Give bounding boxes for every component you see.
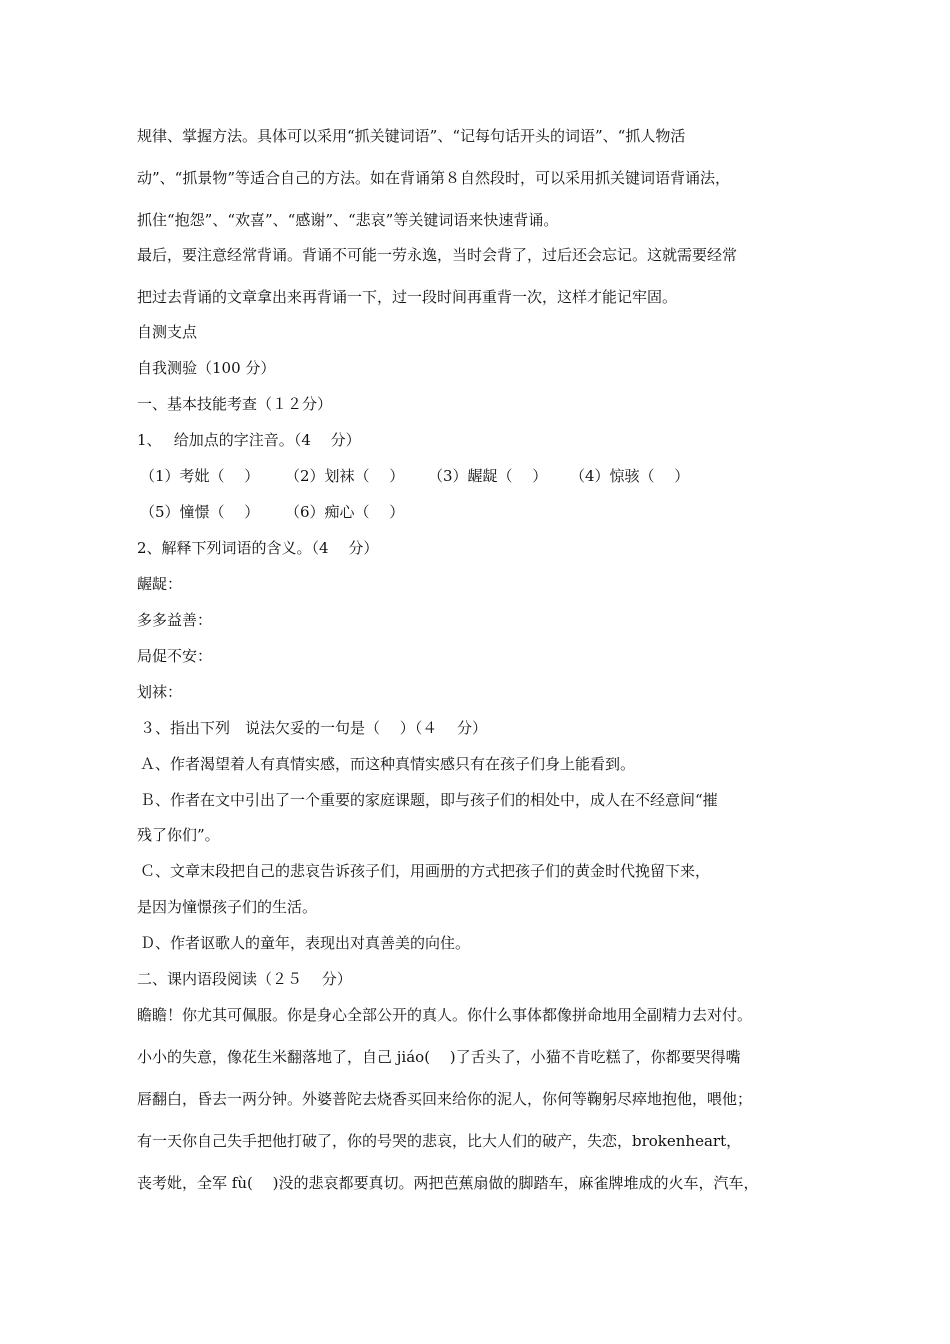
pinyin-item: （6）痴心（ ） [285, 503, 405, 521]
method-paragraph-line-3: 抓住“抱怨”、“欢喜”、“感谢”、“悲哀”等关键词语来快速背诵。 [137, 211, 559, 229]
option-d: Ｄ、作者讴歌人的童年，表现出对真善美的向住。 [140, 934, 471, 952]
pinyin-item: （2）划袜（ ） [285, 467, 405, 485]
question-1-row-1 [140, 466, 689, 486]
question-1-prompt: 1、 给加点的字注音。（4 分） [137, 431, 361, 449]
reading-line-5: 丧考妣，全军 fù( )没的悲哀都要真切。两把芭蕉扇做的脚踏车，麻雀牌堆成的火车，汽车， [137, 1174, 759, 1192]
option-a: Ａ、作者渴望着人有真情实感，而这种真情实感只有在孩子们身上能看到。 [140, 755, 636, 773]
question-2-prompt: 2、解释下列词语的含义。（4 分） [137, 539, 379, 557]
finally-paragraph-line-1: 最后，要注意经常背诵。背诵不可能一劳永逸，当时会背了，过后还会忘记。这就需要经常 [137, 246, 738, 264]
term-item: 局促不安： [137, 647, 213, 665]
method-paragraph-line-2: 动”、“抓景物”等适合自己的方法。如在背诵第８自然段时，可以采用抓关键词语背诵法， [137, 169, 731, 187]
option-c-line-1: Ｃ、文章末段把自己的悲哀告诉孩子们，用画册的方式把孩子们的黄金时代挽留下来， [140, 862, 711, 880]
pinyin-item: （5）憧憬（ ） [140, 503, 260, 521]
pinyin-item: （1）考妣（ ） [140, 467, 260, 485]
finally-paragraph-line-2: 把过去背诵的文章拿出来再背诵一下，过一段时间再重背一次，这样才能记牢固。 [137, 288, 678, 306]
pinyin-item: （3）龌龊（ ） [428, 467, 548, 485]
reading-line-1: 瞻瞻！你尤其可佩服。你是身心全部公开的真人。你什么事体都像拼命地用全副精力去对付。 [137, 1006, 753, 1024]
question-1-row-2 [140, 502, 404, 522]
pinyin-item: （4）惊骇（ ） [570, 467, 690, 485]
question-3-prompt: ３、指出下列 说法欠妥的一句是（ ）（４ 分） [140, 719, 488, 737]
self-test-point-heading: 自测支点 [137, 323, 198, 341]
reading-line-2: 小小的失意，像花生米翻落地了，自己 jiáo( )了舌头了，小猫不肯吃糕了，你都要哭得嘴 [137, 1048, 741, 1066]
option-b-line-2: 残了你们”。 [137, 826, 220, 844]
self-test-heading: 自我测验（100 分） [137, 359, 276, 377]
term-item: 龌龊： [137, 575, 183, 593]
option-b-line-1: Ｂ、作者在文中引出了一个重要的家庭课题，即与孩子们的相处中，成人在不经意间“摧 [140, 791, 718, 809]
part-one-heading: 一、基本技能考查（１２分） [137, 395, 333, 413]
reading-line-3: 唇翻白，昏去一两分钟。外婆普陀去烧香买回来给你的泥人，你何等鞠躬尽瘁地抱他，喂他； [137, 1090, 753, 1108]
term-item: 多多益善： [137, 611, 213, 629]
option-c-line-2: 是因为憧憬孩子们的生活。 [137, 898, 318, 916]
reading-line-4: 有一天你自己失手把他打破了，你的号哭的悲哀，比大人们的破产，失恋，brokenheart， [137, 1132, 742, 1150]
method-paragraph-line-1: 规律、掌握方法。具体可以采用“抓关键词语”、“记每句话开头的词语”、“抓人物活 [137, 127, 686, 145]
part-two-heading: 二、课内语段阅读（２５ 分） [137, 970, 352, 988]
term-item: 划袜： [137, 683, 183, 701]
